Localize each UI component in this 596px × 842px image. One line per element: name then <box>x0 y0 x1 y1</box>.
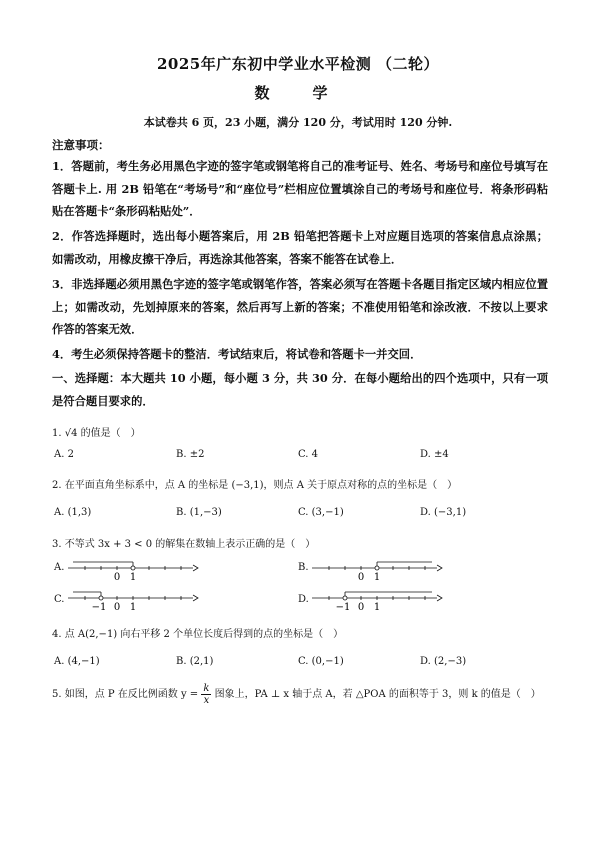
note-item-2: 2．作答选择题时，选出每小题答案后，用 2B 铅笔把答题卡上对应题目选项的答案信息点涂黑；如需改动，用橡皮擦干净后，再选涂其他答案，答案不能答在试卷上． <box>52 229 548 266</box>
q3-option-b-label[interactable]: B. <box>298 562 309 573</box>
q3-option-a-numberline[interactable] <box>68 558 198 584</box>
subject-title: 数 学 <box>254 84 342 102</box>
q1-option-c[interactable]: C. 4 <box>298 449 319 460</box>
tick-label-0: 0 <box>357 572 365 583</box>
tick-label-0: 0 <box>357 602 365 613</box>
tick-label-neg1: −1 <box>335 602 351 613</box>
q3-option-a-label[interactable]: A. <box>54 562 65 573</box>
section-1-heading: 一、选择题：本大题共 10 小题，每小题 3 分，共 30 分．在每小题给出的四个选项中，只有一项是符合题目要求的． <box>52 371 548 408</box>
tick-label-1: 1 <box>373 572 381 583</box>
q5-frac-den: x <box>203 695 210 706</box>
open-point <box>375 566 379 570</box>
q1-option-a[interactable]: A. 2 <box>54 449 74 460</box>
axis-arrow <box>193 565 198 571</box>
note-item-3: 3．非选择题必须用黑色字迹的签字笔或钢笔作答，答案必须写在答题卡各题目指定区域内相应位置上；如需改动，先划掉原来的答案，然后再写上新的答案；不准使用铅笔和涂改液．不按以上要求作答的答案无效． <box>52 277 548 336</box>
q3-option-d-numberline[interactable] <box>312 588 442 614</box>
q3-option-d-label[interactable]: D. <box>298 594 309 605</box>
question-3-stem: 3. 不等式 3x + 3 < 0 的解集在数轴上表示正确的是（ ） <box>52 539 316 550</box>
numberline-a-graphic <box>68 558 198 584</box>
q1-option-b[interactable]: B. ±2 <box>176 449 205 460</box>
notes-heading: 注意事项： <box>52 138 110 152</box>
tick-label-0: 0 <box>113 572 121 583</box>
q3-option-c-label[interactable]: C. <box>54 594 65 605</box>
numberline-b-graphic <box>312 558 442 584</box>
question-5-stem <box>52 683 548 707</box>
open-point <box>343 596 347 600</box>
numberline-c-graphic <box>68 588 198 614</box>
q2-option-c[interactable]: C. (3,−1) <box>298 507 344 518</box>
note-item-4: 4．考生必须保持答题卡的整洁．考试结束后，将试卷和答题卡一并交回． <box>52 347 422 361</box>
q5-stem-before: 5. 如图，点 P 在反比例函数 y = <box>52 689 199 700</box>
axis-arrow <box>437 565 442 571</box>
tick-label-1: 1 <box>129 572 137 583</box>
q2-option-a[interactable]: A. (1,3) <box>54 507 92 518</box>
axis-arrow <box>437 595 442 601</box>
axis-arrow <box>193 595 198 601</box>
q2-option-d[interactable]: D. (−3,1) <box>420 507 467 518</box>
q1-option-d[interactable]: D. ±4 <box>420 449 449 460</box>
q2-option-b[interactable]: B. (1,−3) <box>176 507 222 518</box>
tick-label-1: 1 <box>129 602 137 613</box>
q3-option-c-numberline[interactable] <box>68 588 198 614</box>
q4-option-d[interactable]: D. (2,−3) <box>420 656 467 667</box>
open-point <box>131 566 135 570</box>
q4-option-c[interactable]: C. (0,−1) <box>298 656 344 667</box>
note-item-1: 1．答题前，考生务必用黑色字迹的签字笔或钢笔将自己的准考证号、姓名、考场号和座位号填写在答题卡上. 用 2B 铅笔在“考场号”和“座位号”栏相应位置填涂自己的考场号和座位号．将条形码粘贴在答题卡“条形码粘贴处”． <box>52 159 548 218</box>
question-4-stem: 4. 点 A(2,−1) 向右平移 2 个单位长度后得到的点的坐标是（ ） <box>52 629 344 640</box>
q5-stem-after: 图象上，PA ⊥ x 轴于点 A，若 △POA 的面积等于 3，则 k 的值是（ ） <box>214 689 541 700</box>
question-2-stem: 2. 在平面直角坐标系中，点 A 的坐标是 (−3,1)，则点 A 关于原点对称的点的坐标是（ ） <box>52 480 458 491</box>
exam-title: 2025年广东初中学业水平检测 （二轮） <box>157 55 439 73</box>
tick-label-1: 1 <box>373 602 381 613</box>
exam-meta: 本试卷共 6 页，23 小题，满分 120 分，考试用时 120 分钟. <box>143 116 453 129</box>
tick-label-0: 0 <box>113 602 121 613</box>
q5-fraction <box>201 683 211 706</box>
numberline-d-graphic <box>312 588 442 614</box>
q3-option-b-numberline[interactable] <box>312 558 442 584</box>
q4-option-a[interactable]: A. (4,−1) <box>54 656 100 667</box>
question-1-stem: 1. √4 的值是（ ） <box>52 428 141 439</box>
q4-option-b[interactable]: B. (2,1) <box>176 656 214 667</box>
open-point <box>99 596 103 600</box>
q5-frac-num: k <box>203 683 210 694</box>
tick-label-neg1: −1 <box>91 602 107 613</box>
